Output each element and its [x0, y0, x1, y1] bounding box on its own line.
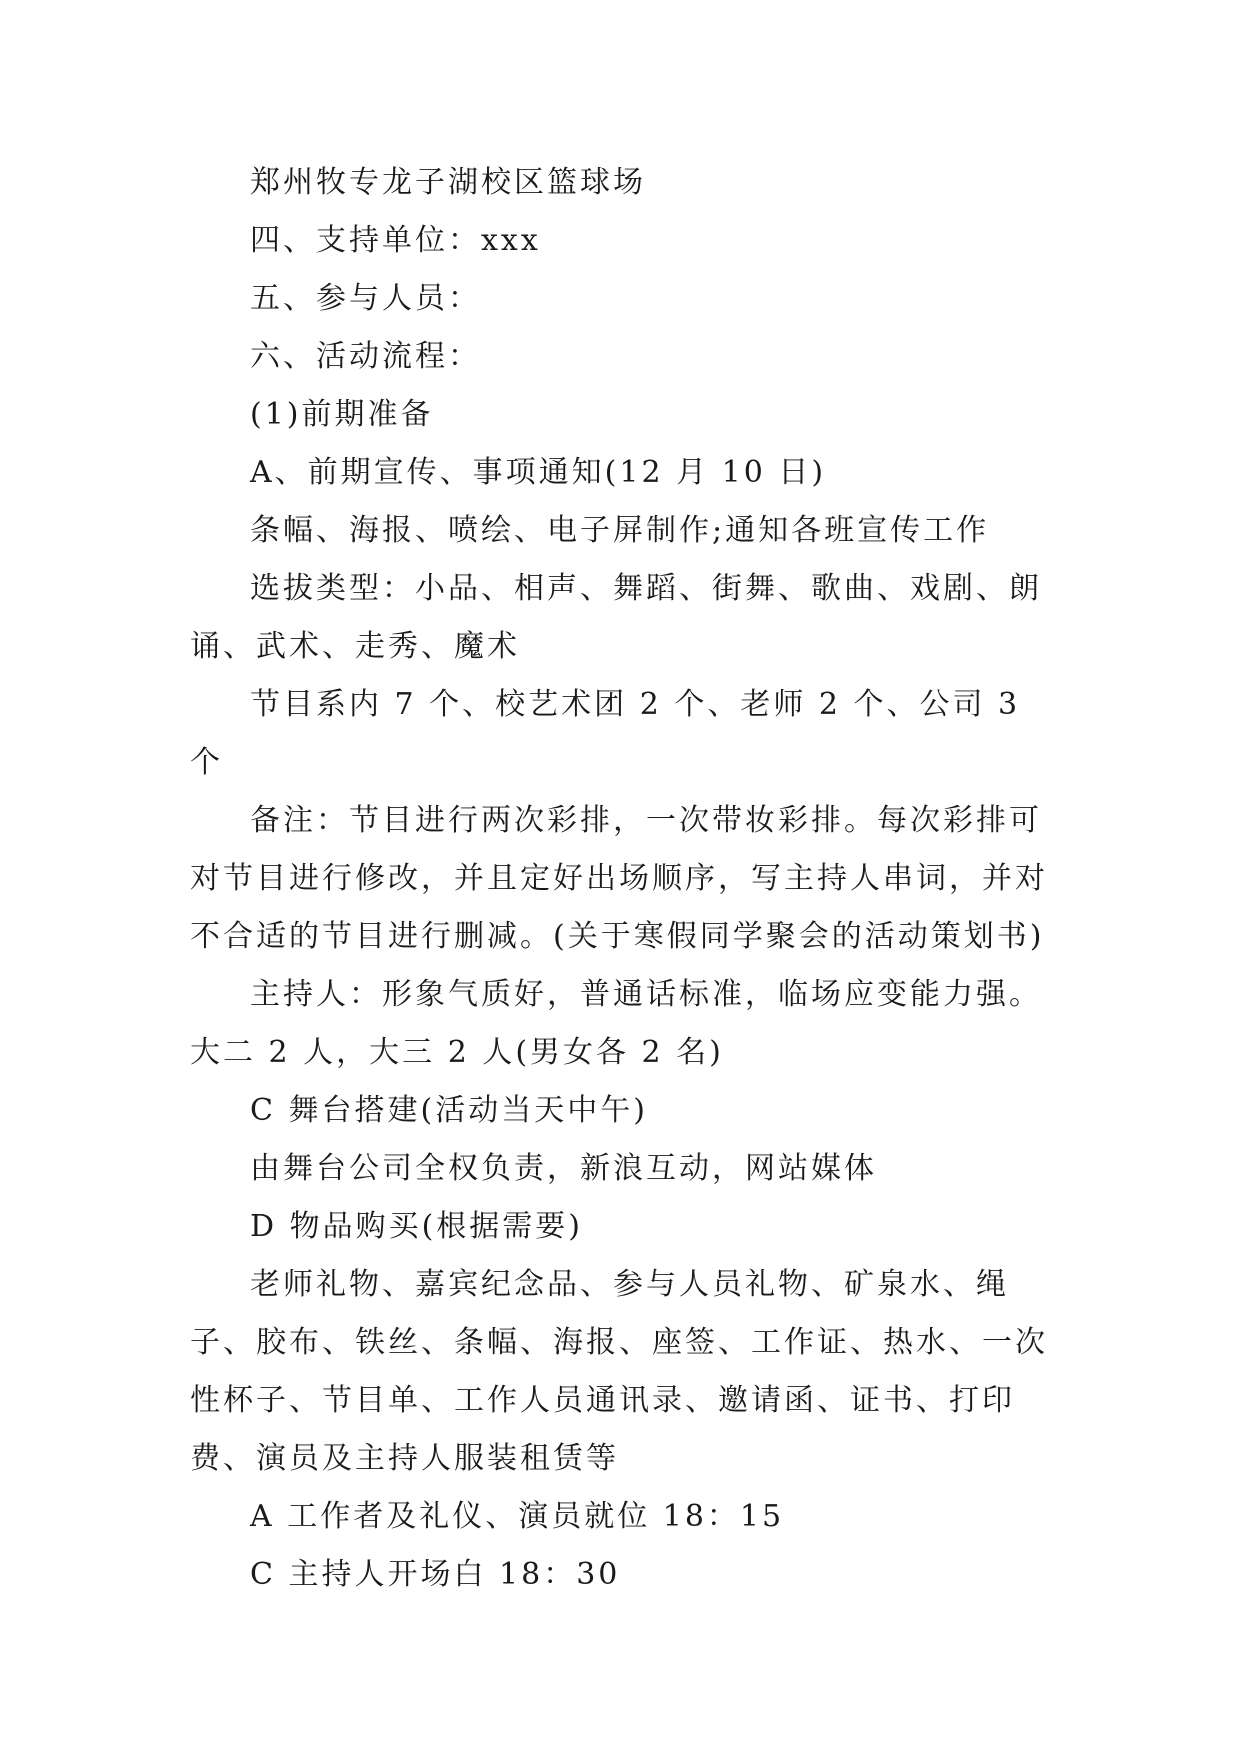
- item-publicity-notice: A、前期宣传、事项通知(12 月 10 日): [250, 455, 827, 490]
- purchase-list: 老师礼物、嘉宾纪念品、参与人员礼物、矿泉水、绳子、胶布、铁丝、条幅、海报、座签、工作证、热水、一次性杯子、节目单、工作人员通讯录、邀请函、证书、打印费、演员及主持人服装租赁等: [190, 1267, 1048, 1476]
- rehearsal-notes: 备注：节目进行两次彩排，一次带妆彩排。每次彩排可对节目进行修改，并且定好出场顺序，写主持人串词，并对不合适的节目进行删减。(关于寒假同学聚会的活动策划书): [190, 803, 1048, 954]
- program-counts: 节目系内 7 个、校艺术团 2 个、老师 2 个、公司 3 个: [190, 687, 1021, 780]
- document-body: [190, 154, 1060, 1604]
- selection-types: 选拔类型：小品、相声、舞蹈、街舞、歌曲、戏剧、朗诵、武术、走秀、魔术: [190, 571, 1042, 664]
- publicity-details: 条幅、海报、喷绘、电子屏制作;通知各班宣传工作: [250, 513, 990, 548]
- stage-setup-details: 由舞台公司全权负责，新浪互动，网站媒体: [250, 1151, 877, 1186]
- schedule-staff-ready: A 工作者及礼仪、演员就位 18：15: [250, 1499, 785, 1534]
- host-requirements: 主持人：形象气质好，普通话标准，临场应变能力强。大二 2 人，大三 2 人(男女各 2 名): [190, 977, 1042, 1070]
- item-stage-setup: C 舞台搭建(活动当天中午): [250, 1093, 648, 1128]
- section-supporting-unit: 四、支持单位：xxx: [250, 223, 541, 258]
- venue-line: 郑州牧专龙子湖校区篮球场: [250, 165, 646, 200]
- item-purchase: D 物品购买(根据需要): [250, 1209, 583, 1244]
- subsection-preparation: (1)前期准备: [250, 397, 434, 432]
- section-activity-process: 六、活动流程：: [250, 339, 481, 374]
- section-participants: 五、参与人员：: [250, 281, 481, 316]
- schedule-host-opening: C 主持人开场白 18：30: [250, 1557, 621, 1592]
